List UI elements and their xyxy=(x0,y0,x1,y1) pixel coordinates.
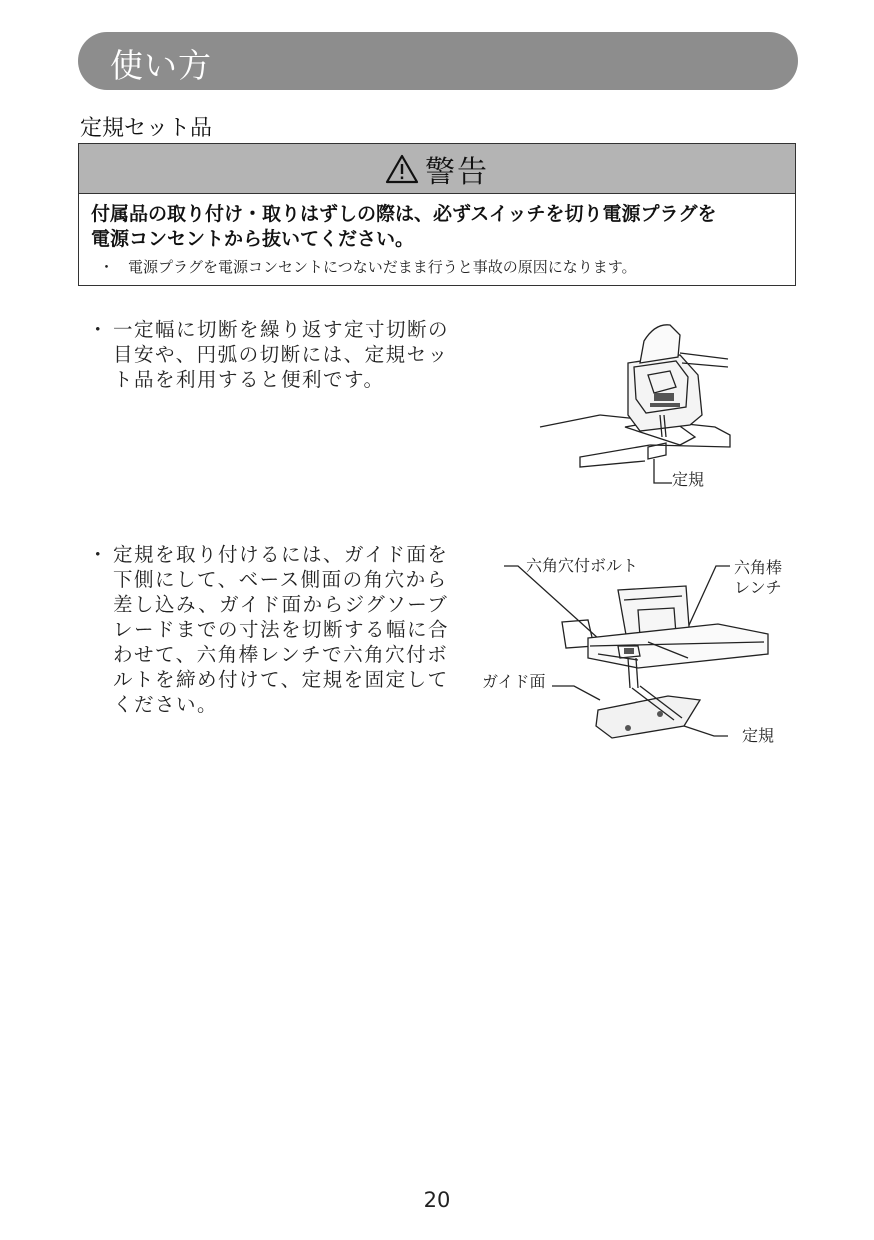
jigsaw-cutting-illustration xyxy=(530,315,770,495)
warning-triangle-icon xyxy=(385,154,419,184)
warning-box xyxy=(78,143,796,286)
figure-ruler-attachment xyxy=(478,550,808,755)
warning-main-line-1: 付属品の取り付け・取りはずしの際は、必ずスイッチを切り電源プラグを xyxy=(91,203,717,225)
figure2-label-wrench: 六角棒 レンチ xyxy=(734,558,783,597)
warning-title: 警告 xyxy=(425,154,489,190)
warning-note-text: 電源プラグを電源コンセントにつないだまま行うと事故の原因になります。 xyxy=(128,258,637,276)
figure2-label-guide: ガイド面 xyxy=(482,672,546,691)
figure2-label-ruler: 定規 xyxy=(742,726,775,745)
page-title: 使い方 xyxy=(110,46,212,85)
warning-main-text xyxy=(91,202,791,252)
figure2-label-bolt: 六角穴付ボルト xyxy=(526,556,639,575)
figure1-label-ruler: 定規 xyxy=(672,470,705,489)
paragraph-1-bullet: ・ xyxy=(88,318,108,341)
page-number: 20 xyxy=(423,1188,451,1212)
paragraph-1-text: 一定幅に切断を繰り返す定寸切断の目安や、円弧の切断には、定規セット品を利用すると便利です。 xyxy=(113,318,450,391)
warning-note-bullet: ・ xyxy=(99,258,115,276)
warning-note xyxy=(99,256,795,277)
paragraph-2-text: 定規を取り付けるには、ガイド面を下側にして、ベース側面の角穴から差し込み、ガイド面からジグソーブレードまでの寸法を切断する幅に合わせて、六角棒レンチで六角穴付ボルトを締め付けて、定規を固定してください。 xyxy=(113,543,450,716)
header-bar xyxy=(78,32,798,90)
figure-jigsaw-cutting xyxy=(530,315,770,495)
warning-header xyxy=(79,144,795,194)
paragraph-2 xyxy=(88,542,468,717)
warning-main-line-2: 電源コンセントから抜いてください。 xyxy=(91,228,415,250)
paragraph-2-bullet: ・ xyxy=(88,543,108,566)
section-title: 定規セット品 xyxy=(80,116,213,141)
paragraph-1 xyxy=(88,317,468,392)
